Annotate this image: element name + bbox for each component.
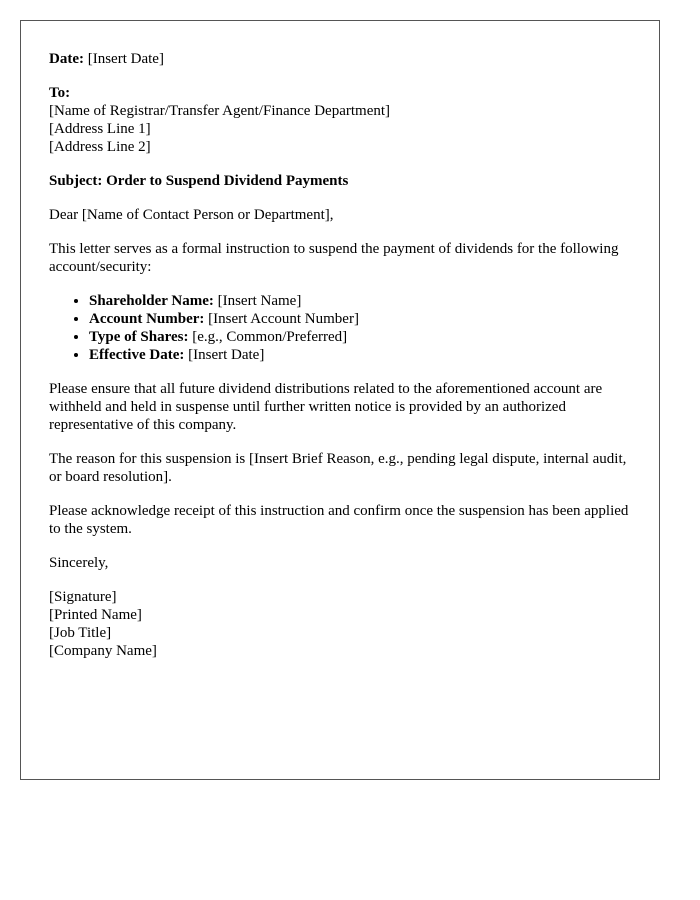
signature-block bbox=[49, 588, 631, 660]
recipient-name: [Name of Registrar/Transfer Agent/Finance Department] bbox=[49, 103, 391, 119]
acknowledgement-paragraph: Please acknowledge receipt of this instruction and confirm once the suspension has been applied to the system. bbox=[49, 503, 629, 537]
subject-line: Subject: Order to Suspend Dividend Payments bbox=[49, 173, 349, 189]
detail-label: Shareholder Name: bbox=[89, 293, 214, 309]
recipient-label: To: bbox=[49, 85, 71, 101]
account-details-list bbox=[49, 292, 631, 364]
date-line bbox=[49, 50, 631, 68]
company-name-line: [Company Name] bbox=[49, 643, 157, 659]
date-value: [Insert Date] bbox=[83, 51, 164, 67]
reason-paragraph: The reason for this suspension is [Insert Brief Reason, e.g., pending legal dispute, internal audit, or board resolution]. bbox=[49, 451, 627, 485]
closing: Sincerely, bbox=[49, 555, 109, 571]
date-label: Date: bbox=[49, 51, 84, 67]
recipient-address-line-1: [Address Line 1] bbox=[49, 121, 151, 137]
detail-value: [Insert Name] bbox=[213, 293, 302, 309]
salutation: Dear [Name of Contact Person or Department], bbox=[49, 207, 334, 223]
detail-shareholder-name bbox=[89, 292, 631, 310]
printed-name-line: [Printed Name] bbox=[49, 607, 142, 623]
detail-value: [e.g., Common/Preferred] bbox=[188, 329, 348, 345]
detail-type-of-shares bbox=[89, 328, 631, 346]
signature-line: [Signature] bbox=[49, 589, 117, 605]
detail-account-number bbox=[89, 310, 631, 328]
detail-value: [Insert Account Number] bbox=[204, 311, 359, 327]
detail-label: Effective Date: bbox=[89, 347, 185, 363]
detail-effective-date bbox=[89, 346, 631, 364]
recipient-block bbox=[49, 84, 631, 156]
job-title-line: [Job Title] bbox=[49, 625, 112, 641]
intro-paragraph: This letter serves as a formal instruction to suspend the payment of dividends for the following account/security: bbox=[49, 241, 619, 275]
letter-document bbox=[20, 20, 660, 780]
detail-label: Account Number: bbox=[89, 311, 205, 327]
detail-label: Type of Shares: bbox=[89, 329, 189, 345]
detail-value: [Insert Date] bbox=[184, 347, 265, 363]
recipient-address-line-2: [Address Line 2] bbox=[49, 139, 151, 155]
instruction-paragraph: Please ensure that all future dividend distributions related to the aforementioned account are withheld and held in suspense until further written notice is provided by an authorized representative of this company. bbox=[49, 381, 603, 433]
